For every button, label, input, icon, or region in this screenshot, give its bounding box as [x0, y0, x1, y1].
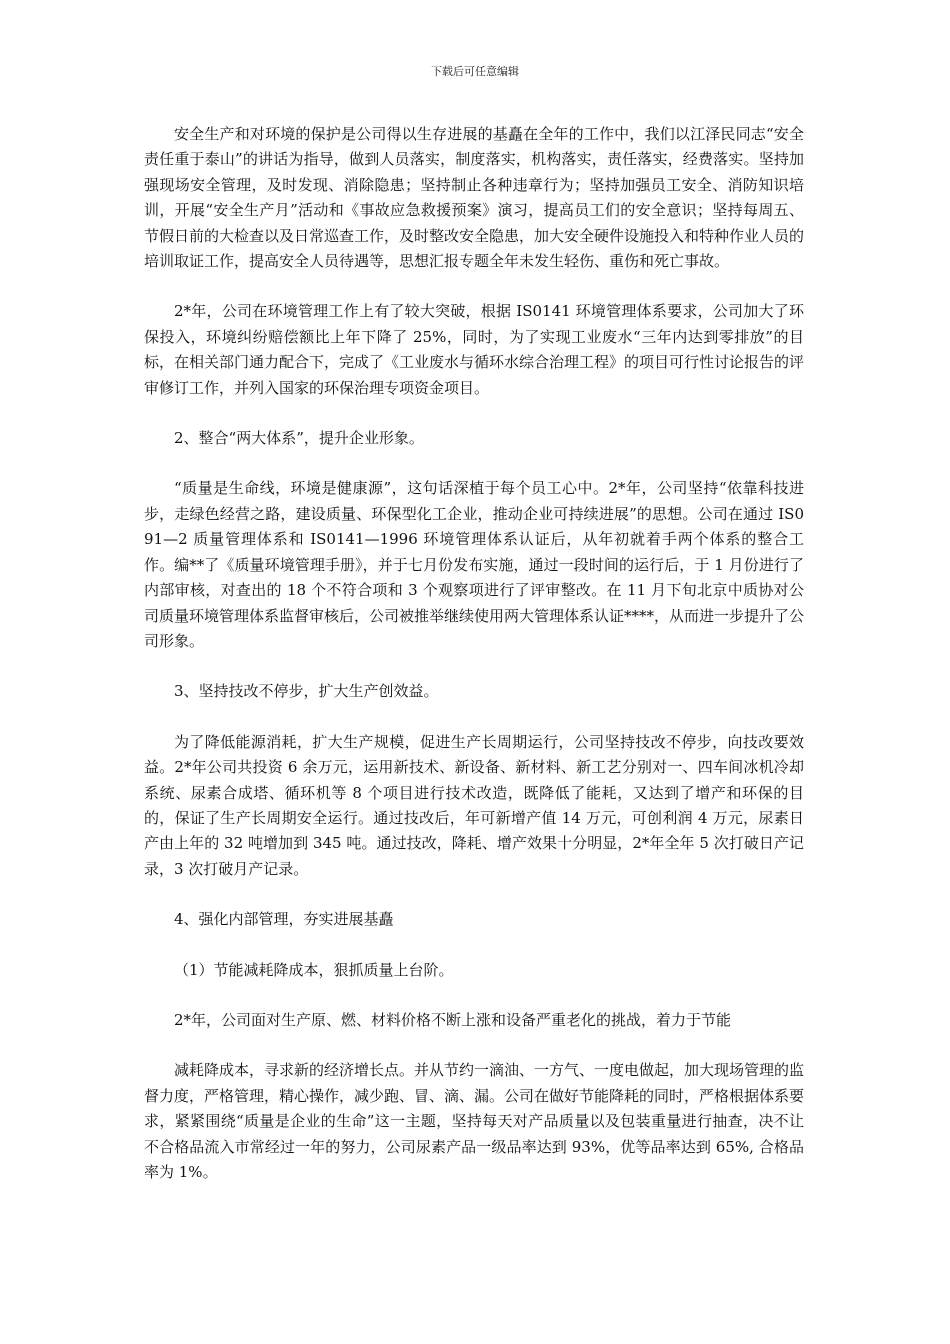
paragraph-energy-intro: 2*年，公司面对生产原、燃、材料价格不断上涨和设备严重老化的挑战，着力于节能	[174, 1010, 732, 1029]
section-heading-2: 2、整合“两大体系”，提升企业形象。	[174, 429, 424, 448]
paragraph-energy-detail: 减耗降成本，寻求新的经济增长点。并从节约一滴油、一方气、一度电做起，加大现场管理的监督力度，严格管理，精心操作，减少跑、冒、滴、漏。公司在做好节能降耗的同时，严格根据体系要求，紧紧围绕“质量是企业的生命”这一主题，坚持每天对产品质量以及包装重量进行抽查，决不让不合格品流入市常经过一年的努力，公司尿素产品一级品率达到 93%，优等品率达到 65%, 合格品率为 1%。	[144, 1061, 805, 1181]
subsection-heading-1: （1）节能减耗降成本，狠抓质量上台阶。	[174, 960, 454, 979]
page-header: 下载后可任意编辑	[431, 65, 519, 78]
paragraph-environment: 2*年，公司在环境管理工作上有了较大突破，根据 IS0141 环境管理体系要求，公司加大了环保投入，环境纠纷赔偿额比上年下降了 25%，同时，为了实现工业废水“三年内达到零排放”的目标，在相关部门通力配合下，完成了《工业废水与循环水综合治理工程》的项目可行性讨论报告的评审修订工作，并列入国家的环保治理专项资金项目。	[144, 302, 805, 397]
section-heading-3: 3、坚持技改不停步，扩大生产创效益。	[174, 682, 439, 701]
section-heading-4: 4、强化内部管理，夯实进展基矗	[174, 910, 394, 929]
paragraph-safety: 安全生产和对环境的保护是公司得以生存进展的基矗在全年的工作中，我们以江泽民同志“安全责任重于泰山”的讲话为指导，做到人员落实，制度落实，机构落实，责任落实，经费落实。坚持加强现场安全管理，及时发现、消除隐患；坚持制止各种违章行为；坚持加强员工安全、消防知识培训，开展“安全生产月”活动和《事故应急救援预案》演习，提高员工们的安全意识；坚持每周五、节假日前的大检查以及日常巡查工作，及时整改安全隐患，加大安全硬件设施投入和特种作业人员的培训取证工作，提高安全人员待遇等，思想汇报专题全年未发生轻伤、重伤和死亡事故。	[144, 125, 805, 271]
document-body	[144, 122, 804, 1185]
paragraph-tech-upgrade: 为了降低能源消耗，扩大生产规模，促进生产长周期运行，公司坚持技改不停步，向技改要效益。2*年公司共投资 6 余万元，运用新技术、新设备、新材料、新工艺分别对一、四车间冰机冷却系统、尿素合成塔、循环机等 8 个项目进行技术改造，既降低了能耗，又达到了增产和环保的目的，保证了生产长周期安全运行。通过技改后，年可新增产值 14 万元，可创利润 4 万元，尿素日产由上年的 32 吨增加到 345 吨。通过技改，降耗、增产效果十分明显，2*年全年 5 次打破日产记录，3 次打破月产记录。	[144, 732, 804, 878]
paragraph-quality: “质量是生命线，环境是健康源”，这句话深植于每个员工心中。2*年，公司坚持“依靠科技进步，走绿色经营之路，建设质量、环保型化工企业，推动企业可持续进展”的思想。公司在通过 IS091—2 质量管理体系和 IS0141—1996 环境管理体系认证后，从年初就着手两个体系的整合工作。编**了《质量环境管理手册》，并于七月份发布实施，通过一段时间的运行后，于 1 月份进行了内部审核，对查出的 18 个不符合项和 3 个观察项进行了评审整改。在 11 月下旬北京中质协对公司质量环境管理体系监督审核后，公司被推举继续使用两大管理体系认证****，从而进一步提升了公司形象。	[144, 479, 805, 650]
